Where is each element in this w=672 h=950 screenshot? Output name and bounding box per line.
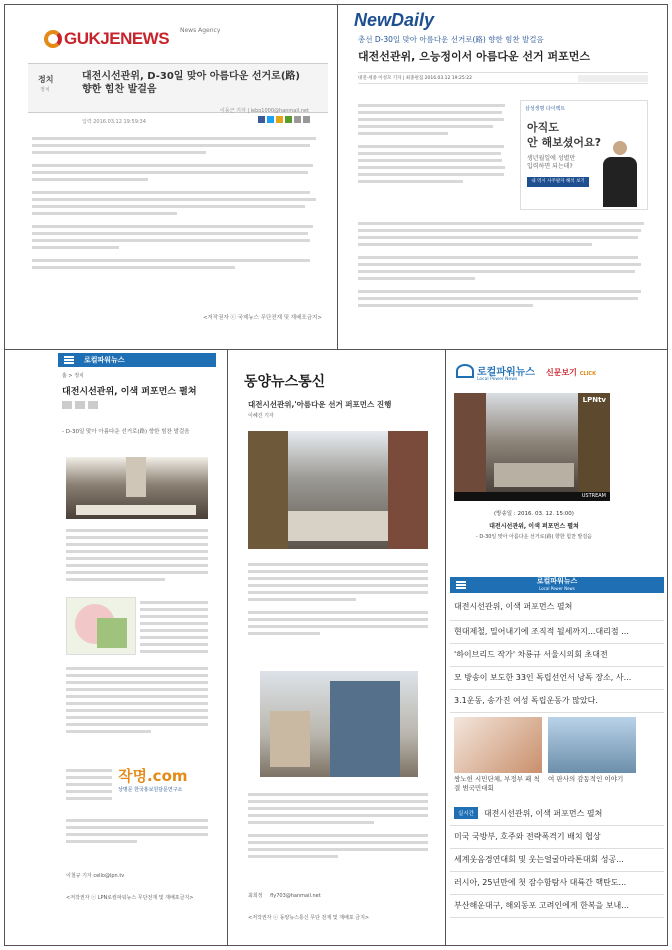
newdaily-ad-person: [601, 141, 639, 207]
lpn-tv-video-logo: LPNtv: [582, 396, 606, 404]
lpn-mobile-body5: [66, 815, 208, 847]
thumb-caption: 여 판사의 감동적인 이야기: [548, 775, 624, 783]
dongyang-logo[interactable]: 동양뉴스통신: [244, 374, 326, 390]
share-icon[interactable]: [62, 401, 72, 409]
share-icon[interactable]: [75, 401, 85, 409]
gukje-logo-text: GUKJENEWS: [64, 29, 170, 48]
lpn-list-top-item[interactable]: 대전시선관위, 이색 퍼포먼스 펼쳐: [450, 593, 664, 621]
gukje-share-buttons[interactable]: [258, 116, 310, 123]
newdaily-byline: 대전·세종 이성모 기자 | 최종편집 2016.03.12 19:25:22: [358, 76, 473, 81]
menu-icon[interactable]: [456, 581, 466, 589]
lpn-mobile-ad-banner[interactable]: [118, 765, 210, 809]
lpn-mobile-reporter: 이철규 기자 cello@lpn.tv: [66, 873, 125, 879]
lpn-tv-caption-date: (방송일 : 2016. 03. 12. 15:00): [494, 511, 574, 517]
realtime-badge: 실시간: [454, 807, 478, 819]
lpn-mobile-ad-image[interactable]: [66, 597, 136, 655]
dongyang-email[interactable]: fly703@hanmail.net: [270, 893, 321, 899]
gukje-headline: 대전시선관위, D-30일 맞아 아름다운 선거로(路) 향한 힘찬 발걸음: [82, 71, 300, 95]
lpn-mobile-body3: [66, 663, 208, 737]
lpn-tv-brand: 로컬파워뉴스: [477, 367, 535, 378]
lpn-list-panel: [450, 577, 664, 941]
lpn-mobile-article: [58, 353, 216, 941]
list-item[interactable]: '하이브리드 작가' 차룡규 서울시의회 초대전: [450, 644, 664, 667]
dongyang-credit: <저작권자 ⓒ 동양뉴스통신 무단 전재 및 재배포 금지>: [248, 915, 370, 921]
gukje-credit: <저작권자 ⓒ 국제뉴스 무단전재 및 재배포금지>: [202, 315, 322, 321]
lpn-mobile-body4: [66, 765, 112, 804]
gukje-header-box: [28, 63, 328, 113]
lpn-mobile-subhead: - D-30일 맞아 아름다운 선거로(路) 향한 힘찬 발걸음: [62, 429, 190, 435]
lpn-tv-button-label: 신문보기: [546, 368, 577, 377]
lpn-mobile-body1: [66, 525, 208, 585]
lpn-list-items: [450, 621, 664, 713]
newdaily-ad-brand: 삼성생명 다이렉트: [525, 106, 566, 112]
lpn-list-brand-en: Local Power News: [539, 586, 575, 591]
lpn-list-thumb-2[interactable]: [548, 717, 636, 793]
lpn-mobile-headline: 대전시선관위, 이색 퍼포먼스 펼쳐: [62, 387, 197, 397]
lpn-tv-button-sub: CLICK: [579, 371, 596, 377]
video-controls[interactable]: [454, 492, 610, 501]
lpn-mobile-breadcrumb[interactable]: 홈 > 정치: [62, 373, 84, 379]
lpn-logo-icon: [456, 364, 474, 378]
gukje-logo-sub: News Agency: [180, 27, 221, 34]
divider: [227, 349, 228, 946]
lpn-tv-caption-sub: - D-30일 맞아 아름다운 선거로(路) 향한 힘찬 발걸음: [476, 534, 592, 540]
dongyang-headline: 대전시선관위,'아름다운 선거 퍼포먼스 진행: [248, 400, 392, 409]
lpn-tv-video[interactable]: [454, 393, 610, 501]
kakao-icon[interactable]: [276, 116, 283, 123]
list-item[interactable]: 세계웃음경연대회 및 웃는얼굴마라톤대회 성공...: [450, 849, 664, 872]
thumb-caption: 쌍노헌 시민단체, 부정부 패 척결 범국민대회: [454, 775, 540, 792]
dongyang-article: [232, 353, 440, 941]
email-icon[interactable]: [303, 116, 310, 123]
lpn-tv-logo[interactable]: [456, 363, 535, 378]
lpn-list-header: [450, 577, 664, 593]
lpn-mobile-brand[interactable]: 로컬파워뉴스: [84, 356, 125, 364]
lpn-list-items2: [450, 826, 664, 918]
thumbnail-image: [454, 717, 542, 773]
newdaily-body-left: [358, 100, 508, 187]
divider: [4, 349, 668, 350]
gukje-logo[interactable]: [44, 29, 169, 49]
list-item[interactable]: 부산해운대구, 해외동포 고려인에게 한복을 보내...: [450, 895, 664, 918]
lpn-list-thumbs: [450, 713, 664, 797]
gukje-article: [20, 15, 330, 345]
newdaily-body-bottom: [358, 218, 650, 311]
menu-icon[interactable]: [64, 356, 74, 364]
lpn-mobile-photo: [66, 457, 208, 519]
newdaily-subhead: 총선 D-30일 맞아 아름다운 선거로(路) 향한 힘찬 발걸음: [358, 35, 544, 44]
divider: [445, 349, 446, 946]
band-icon[interactable]: [285, 116, 292, 123]
newdaily-ad-text2: 안 해보셨어요?: [527, 136, 601, 149]
divider: [337, 4, 338, 349]
dongyang-byline: 이혜진 기자: [248, 413, 274, 419]
gukje-category-sub: 정치: [40, 87, 50, 93]
lpn-list-brand-block[interactable]: [537, 578, 578, 592]
list-item[interactable]: 현대제철, 밀어내기에 조직적 될세까지...대리점 ...: [450, 621, 664, 644]
lpn-mobile-ad-sub: 상명문 한국홍보원담문연구소: [118, 787, 183, 793]
list-item[interactable]: 3.1운동, 송가진 여성 독립운동가 많았다.: [450, 690, 664, 713]
list-item[interactable]: 모 방송이 보도한 33인 독립선언서 낭독 장소, 사...: [450, 667, 664, 690]
lpn-mobile-credit: <저작권자 ⓒ LPN로컬파워뉴스 무단전재 및 재배포금지>: [66, 895, 194, 901]
lpn-mobile-share[interactable]: [62, 401, 212, 409]
gukje-meta: 입력 2016.03.12 19:59:34: [82, 119, 146, 125]
lpn-mobile-body2: [140, 597, 208, 657]
dongyang-photo-street: [248, 431, 428, 549]
facebook-icon[interactable]: [258, 116, 265, 123]
lpn-mobile-header: [58, 353, 216, 367]
gukje-logo-icon: [44, 30, 62, 48]
lpn-tv-caption-title: 대전시선관위, 이색 퍼포먼스 펼쳐: [489, 523, 579, 530]
lpn-tv-video-footer: USTREAM: [581, 493, 606, 499]
dongyang-photo-building: [260, 671, 418, 777]
newdaily-ad-text1: 아직도: [527, 121, 559, 134]
lpn-mobile-ad-text: 작명.com: [118, 767, 188, 785]
lpn-list-thumb-1[interactable]: [454, 717, 542, 793]
share-icon[interactable]: [88, 401, 98, 409]
list-item[interactable]: 미국 국방부, 호주와 전략폭격기 배치 협상: [450, 826, 664, 849]
lpn-tv-brand-en: Local Power News: [477, 377, 518, 382]
newdaily-ad-text3: 생년월일에 성별만: [527, 155, 576, 162]
list-item[interactable]: 러시아, 25년만에 첫 잠수함탐사 대륙간 핵탄도...: [450, 872, 664, 895]
newdaily-ad[interactable]: [520, 100, 648, 210]
dongyang-body2: [248, 789, 428, 862]
thumbnail-image: [548, 717, 636, 773]
lpn-tv-panel: [450, 353, 664, 553]
newdaily-ad-button[interactable]: 내 역시 사주팔자 해석 보기: [527, 177, 589, 187]
lpn-list-brand: 로컬파워뉴스: [536, 577, 578, 585]
newdaily-headline: 대전선관위, 으능정이서 아름다운 선거 퍼포먼스: [358, 50, 591, 63]
gukje-category: 정치: [38, 75, 54, 84]
twitter-icon[interactable]: [267, 116, 274, 123]
lpn-tv-button[interactable]: [546, 367, 596, 378]
dongyang-reporter: 최희정: [248, 893, 263, 899]
lpn-list-realtime[interactable]: [450, 797, 664, 826]
gukje-reporter: 이동근 기자 | lebo1000@hanmail.net: [220, 108, 309, 114]
realtime-title: 대전시선관위, 이색 퍼포먼스 펼쳐: [483, 808, 603, 818]
gukje-body-text: [32, 133, 322, 273]
newdaily-share-bar[interactable]: [578, 75, 648, 82]
newdaily-logo[interactable]: NewDaily: [354, 10, 435, 30]
newdaily-byline-bar: [358, 72, 648, 84]
newdaily-ad-text4: 입력하면 되는데?: [527, 163, 573, 170]
dongyang-reporter-line: [248, 893, 321, 900]
print-icon[interactable]: [294, 116, 301, 123]
dongyang-body1: [248, 559, 428, 639]
newdaily-article: [342, 8, 664, 346]
